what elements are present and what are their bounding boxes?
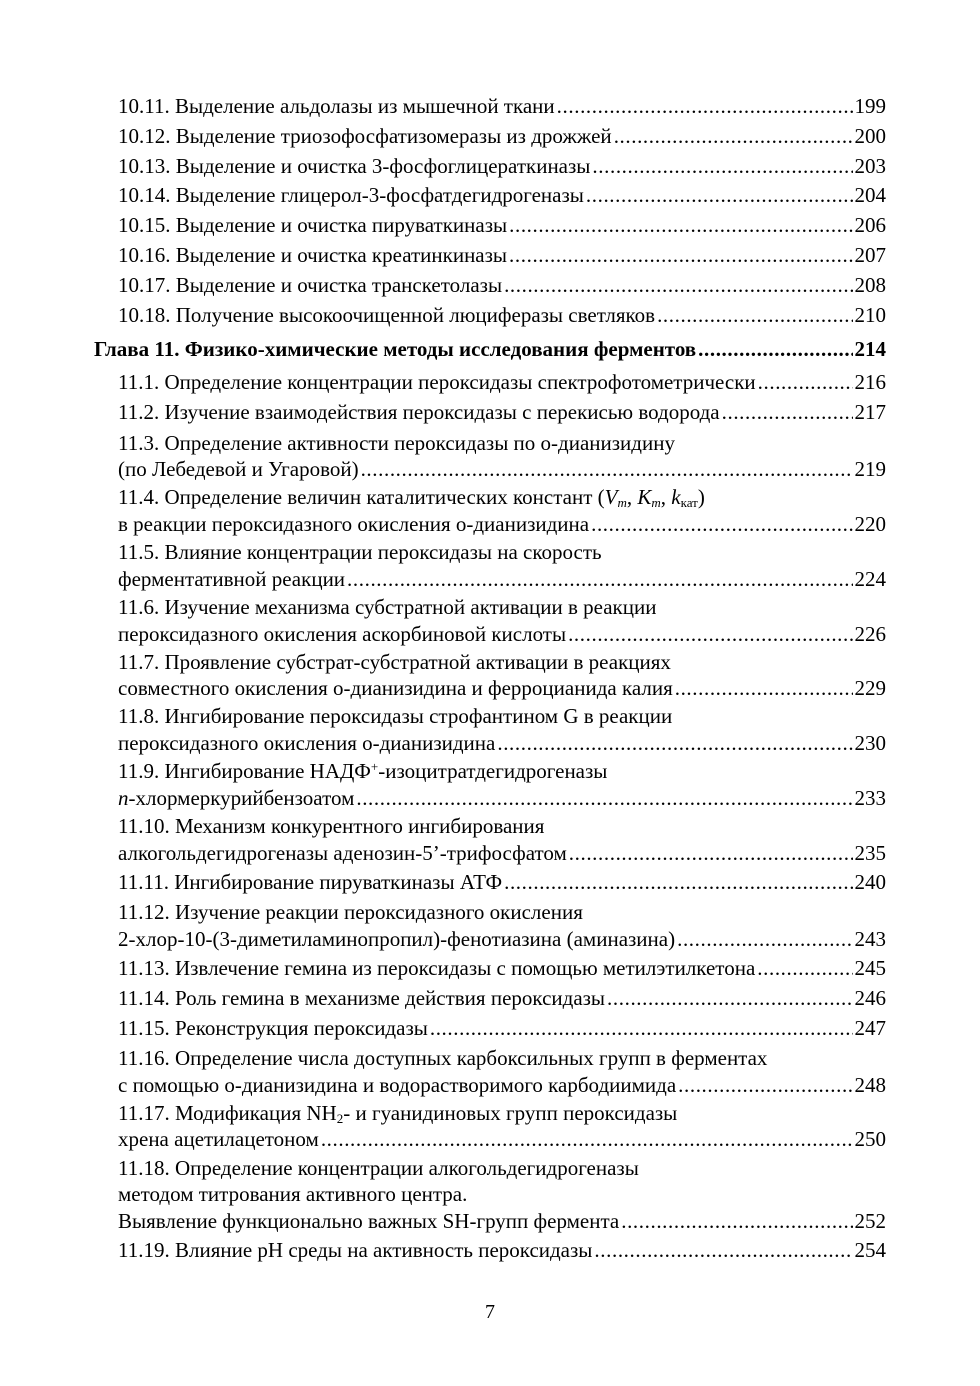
toc-entry [118, 1155, 886, 1235]
toc-entry [118, 398, 886, 428]
toc-entry-title-line1: 11.16. Определение числа доступных карбоксильных групп в ферментах [118, 1045, 768, 1070]
toc-entry-title-line2: в реакции пероксидазного окисления о-дианизидина [118, 511, 590, 536]
toc-entry [118, 122, 886, 152]
dot-leader [614, 122, 853, 152]
toc-entry-page: 216 [854, 370, 886, 395]
dot-leader [677, 926, 852, 953]
toc-entry-title: 10.13. Выделение и очистка 3-фосфоглицераткиназы [118, 153, 591, 178]
toc-entry-title-line2: пероксидазного окисления аскорбиновой кислоты [118, 621, 567, 646]
toc-entry [118, 703, 886, 756]
toc-entry-page: 199 [854, 94, 886, 118]
dot-leader [675, 675, 853, 702]
toc-entry-page: 219 [854, 457, 886, 482]
toc-entry-page: 200 [854, 123, 886, 148]
toc-entry [118, 649, 886, 702]
chapter-page: 214 [854, 337, 886, 362]
toc-entry-title-line1: 11.3. Определение активности пероксидазы по о-дианизидину [118, 430, 675, 455]
toc-chapter-heading [94, 331, 886, 367]
toc-entry [118, 211, 886, 241]
toc-entry-title-line1: 11.7. Проявление субстрат-субстратной активации в реакциях [118, 649, 671, 674]
dot-leader [657, 301, 852, 331]
toc-entry [118, 899, 886, 952]
toc-entry [118, 1100, 886, 1153]
toc-entry [118, 92, 886, 122]
toc-entry-page: 248 [854, 1072, 886, 1097]
toc-entry-page: 226 [854, 621, 886, 646]
toc-entry-page: 210 [854, 302, 886, 327]
toc-entry [118, 241, 886, 271]
toc-entry-page: 230 [854, 731, 886, 756]
toc-entry-page: 245 [854, 955, 886, 980]
toc-entry-title: 10.18. Получение высокоочищенной люциферазы светляков [118, 302, 656, 327]
toc-entry-page: 243 [854, 926, 886, 951]
toc-entry-title-line1: 11.10. Механизм конкурентного ингибирования [118, 814, 545, 839]
toc-entry [118, 271, 886, 301]
dot-leader [347, 566, 852, 593]
dot-leader [591, 511, 852, 538]
dot-leader [356, 785, 852, 812]
toc-entry-title: 10.16. Выделение и очистка креатинкиназы [118, 242, 508, 267]
dot-leader [678, 1072, 852, 1099]
toc-entry-title-line2: 2-хлор-10-(3-диметиламинопропил)-фенотиазина (аминазина) [118, 926, 676, 951]
toc-entry-page: 247 [854, 1015, 886, 1040]
toc-entry-title-line1: 11.4. Определение величин каталитических констант ($V_m$, $K_m$, $k_{кат}$) [118, 485, 705, 511]
page-number: 7 [485, 1301, 495, 1323]
toc-entry-page: 235 [854, 840, 886, 865]
dot-leader [569, 840, 853, 867]
dot-leader [509, 241, 852, 271]
dot-leader [557, 92, 853, 122]
dot-leader [504, 868, 852, 898]
toc-entry-title: 11.1. Определение концентрации пероксидазы спектрофотометрически [118, 370, 756, 395]
toc-entry-page: 206 [854, 213, 886, 238]
toc-entry [118, 1236, 886, 1266]
toc-entry-title-line1: 11.12. Изучение реакции пероксидазного окисления [118, 900, 583, 925]
toc-entry-title-line2: (по Лебедевой и Угаровой) [118, 457, 359, 482]
toc-entry-title: 11.2. Изучение взаимодействия пероксидазы с перекисью водорода [118, 400, 720, 425]
toc-entry-title: 11.14. Роль гемина в механизме действия пероксидазы [118, 985, 606, 1010]
dot-leader [361, 456, 853, 483]
toc-entry-title: 10.11. Выделение альдолазы из мышечной ткани [118, 94, 555, 118]
toc-entry [118, 758, 886, 811]
toc-entry-page: 220 [854, 511, 886, 536]
dot-leader [722, 398, 853, 428]
toc-entry-title: 10.12. Выделение триозофосфатизомеразы из дрожжей [118, 123, 612, 148]
toc-entry [118, 1045, 886, 1098]
dot-leader [568, 621, 852, 648]
toc-entry-title: 10.14. Выделение глицерол-3-фосфатдегидрогеназы [118, 183, 584, 208]
toc-entry-title-line1: 11.8. Ингибирование пероксидазы строфантином G в реакции [118, 704, 673, 729]
toc-entry-page: 246 [854, 985, 886, 1010]
table-of-contents [94, 92, 886, 1266]
dot-leader [592, 152, 852, 182]
toc-entry-title-line2: методом титрования активного центра. [118, 1182, 468, 1207]
toc-entry-title: 11.11. Ингибирование пируваткиназы АТФ [118, 869, 503, 894]
toc-entry-title: 11.19. Влияние pH среды на активность пероксидазы [118, 1237, 593, 1262]
toc-entry-title: 10.17. Выделение и очистка транскетолазы [118, 272, 503, 297]
dot-leader [758, 368, 853, 398]
toc-entry [118, 181, 886, 211]
toc-entry [118, 430, 886, 483]
toc-entry-title-line1: 11.6. Изучение механизма субстратной активации в реакции [118, 594, 657, 619]
toc-entry-title: 10.15. Выделение и очистка пируваткиназы [118, 213, 508, 238]
toc-entry-title-line2: n-хлормеркурийбензоатом [118, 785, 355, 810]
toc-entry [118, 1014, 886, 1044]
dot-leader [509, 211, 852, 241]
toc-entry-page: 240 [854, 869, 886, 894]
toc-entry-title-line2: совместного окисления о-дианизидина и ферроцианида калия [118, 676, 673, 701]
toc-entry-page: 233 [854, 785, 886, 810]
toc-entry-page: 217 [854, 400, 886, 425]
toc-entry-page: 203 [854, 153, 886, 178]
toc-entry-page: 204 [854, 183, 886, 208]
toc-entry-page: 208 [854, 272, 886, 297]
toc-entry-page: 229 [854, 676, 886, 701]
dot-leader [607, 984, 852, 1014]
toc-entry-title-line1: 11.5. Влияние концентрации пероксидазы на скорость [118, 540, 602, 565]
dot-leader [504, 271, 852, 301]
toc-entry [118, 954, 886, 984]
toc-entry-title: 11.15. Реконструкция пероксидазы [118, 1015, 428, 1040]
toc-entry [118, 301, 886, 331]
dot-leader [594, 1236, 852, 1266]
toc-entry-title-line1: 11.17. Модификация $NH_2-$ и гуанидиновых групп пероксидазы [118, 1100, 678, 1126]
toc-entry-page: 224 [854, 566, 886, 591]
toc-entry-page: 207 [854, 242, 886, 267]
dot-leader [321, 1126, 853, 1153]
toc-entry-title-line3: Выявление функционально важных SH-групп фермента [118, 1208, 620, 1233]
toc-entry-title-line2: алкогольдегидрогеназы аденозин-5’-трифосфатом [118, 840, 567, 865]
toc-entry-title-line1: 11.18. Определение концентрации алкогольдегидрогеназы [118, 1155, 639, 1180]
toc-entry [118, 868, 886, 898]
chapter-title: Глава 11. Физико-химические методы исследования ферментов [94, 337, 697, 362]
dot-leader [430, 1014, 853, 1044]
toc-entry [118, 813, 886, 866]
toc-entry-page: 252 [854, 1208, 886, 1233]
toc-entry-title: 11.13. Извлечение гемина из пероксидазы с помощью метилэтилкетона [118, 955, 756, 980]
toc-entry-title-line2: хрена ацетилацетоном [118, 1127, 319, 1152]
toc-entry [118, 984, 886, 1014]
dot-leader [698, 331, 852, 367]
dot-leader [586, 181, 853, 211]
toc-entry-title-line2: с помощью о-дианизидина и водорастворимого карбодиимида [118, 1072, 677, 1097]
toc-entry-title-line2: ферментативной реакции [118, 566, 346, 591]
toc-entry-title-line2: пероксидазного окисления о-дианизидина [118, 731, 496, 756]
toc-entry-title-line1: 11.9. Ингибирование НАДФ+-изоцитратдегидрогеназы [118, 759, 608, 784]
toc-entry [118, 152, 886, 182]
toc-entry [118, 368, 886, 398]
toc-entry [118, 539, 886, 592]
toc-entry-page: 250 [854, 1127, 886, 1152]
dot-leader [757, 954, 852, 984]
toc-entry-page: 254 [854, 1237, 886, 1262]
dot-leader [497, 730, 852, 757]
dot-leader [621, 1208, 852, 1235]
toc-entry [118, 594, 886, 647]
toc-entry [118, 484, 886, 537]
